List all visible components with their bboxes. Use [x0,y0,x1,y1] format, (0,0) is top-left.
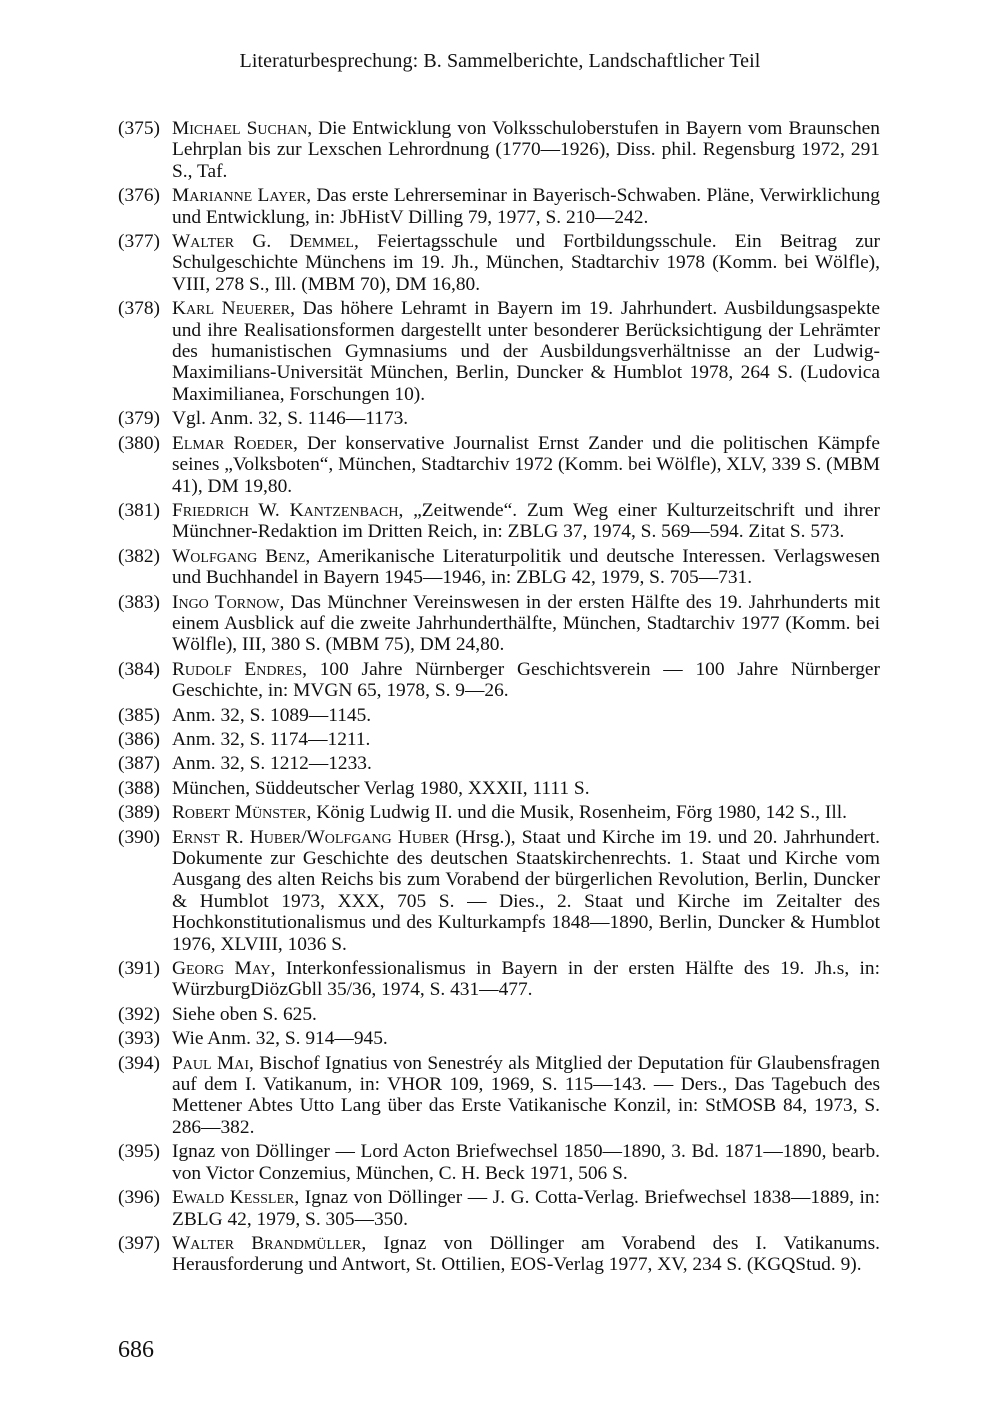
footnote-entry [118,753,880,774]
citation: , „Zeitwende“. Zum Weg einer Kulturzeitschrift und ihrer Münchner-Redaktion im Dritten Reich, in: ZBLG 37, 1974, S. 569—594. Zitat S. 573. [172,499,881,543]
footnote-number: (397) [118,1232,161,1254]
footnote-number: (377) [118,231,161,253]
footnote-entry [118,1141,880,1184]
footnote-text [172,1028,880,1049]
footnote-entry [118,500,880,543]
footnote-text [172,753,880,774]
footnote-entry [118,659,880,702]
footnote-entry [118,231,880,295]
footnote-text [172,298,880,405]
footnote-list [118,118,880,1279]
citation: Anm. 32, S. 1174—1211. [172,728,371,750]
footnote-number: (381) [118,499,161,521]
footnote-number: (396) [118,1187,161,1209]
citation: München, Süddeutscher Verlag 1980, XXXII, 1111 S. [172,777,590,799]
footnote-number: (376) [118,185,161,207]
footnote-text [172,802,880,823]
citation: , Feiertagsschule und Fortbildungsschule. Ein Beitrag zur Schulgeschichte Münchens im 19. Jh., München, Stadtarchiv 1978 (Komm. bei Wölfle), VIII, 278 S., Ill. (MBM 70), DM 16,80. [172,231,880,295]
author-name: Georg May [172,958,271,980]
footnote-entry [118,827,880,955]
footnote-entry [118,546,880,589]
footnote-text [172,118,880,182]
footnote-entry [118,729,880,750]
citation: , Bischof Ignatius von Senestréy als Mitglied der Deputation für Glaubensfragen auf dem I. Vatikanum, in: VHOR 109, 1969, S. 115—143. — Ders., Das Tagebuch des Mettener Abtes Utto Lang über das Erste Vatikanische Konzil, in: StMOSB 84, 1973, S. 286—382. [172,1052,880,1138]
footnote-text [172,729,880,750]
footnote-text [172,231,880,295]
footnote-entry [118,705,880,726]
footnote-number: (390) [118,826,161,848]
footnote-text [172,1233,880,1276]
footnote-number: (383) [118,591,161,613]
footnote-number: (385) [118,704,161,726]
citation: , Ignaz von Döllinger — J. G. Cotta-Verlag. Briefwechsel 1838—1889, in: ZBLG 42, 1979, S. 305—350. [172,1187,880,1230]
footnote-number: (384) [118,658,161,680]
author-name: Walter Brandmüller [172,1232,362,1254]
footnote-text [172,185,880,228]
footnote-text [172,778,880,799]
author-name: Friedrich W. Kantzenbach [172,499,399,521]
footnote-text [172,827,880,955]
citation: , Das erste Lehrerseminar in Bayerisch-Schwaben. Pläne, Verwirklichung und Entwicklung, in: JbHistV Dilling 79, 1977, S. 210—242. [172,185,880,228]
author-name: Michael Suchan [172,118,308,139]
citation: , Die Entwicklung von Volksschuloberstufen in Bayern vom Braunschen Lehrplan bis zur Lexschen Lehrordnung (1770—1926), Diss. phil. Regensburg 1972, 291 S., Taf. [172,118,880,182]
author-name: Karl Neuerer [172,298,291,320]
footnote-entry [118,592,880,656]
footnote-number: (375) [118,118,161,139]
footnote-number: (379) [118,408,161,430]
author-name: Ingo Tornow [172,591,280,613]
footnote-number: (391) [118,958,161,980]
footnote-number: (394) [118,1052,161,1074]
citation: Vgl. Anm. 32, S. 1146—1173. [172,408,409,430]
author-name: Walter G. Demmel [172,231,354,253]
citation: Anm. 32, S. 1089—1145. [172,704,372,726]
author-name: Marianne Layer [172,185,307,207]
author-name: Ernst R. Huber/Wolfgang Huber [172,826,450,848]
footnote-text [172,1053,880,1139]
footnote-number: (382) [118,545,161,567]
citation: , Ignaz von Döllinger am Vorabend des I. Vatikanums. Herausforderung und Antwort, St. Ottilien, EOS-Verlag 1977, XV, 234 S. (KGQStud. 9). [172,1232,881,1276]
citation: (Hrsg.), Staat und Kirche im 19. und 20. Jahrhundert. Dokumente zur Geschichte des deutschen Staatskirchenrechts. 1. Staat und Kirche vom Ausgang des alten Reichs bis zum Vorabend der bürgerlichen Revolution, Berlin, Duncker & Humblot 1973, XXX, 705 S. — Dies., 2. Staat und Kirche im Zeitalter des Hochkonstitutionalismus und des Kulturkampfs 1848—1890, Berlin, Duncker & Humblot 1976, XLVIII, 1036 S. [172,826,880,955]
author-name: Wolfgang Benz [172,545,306,567]
footnote-number: (388) [118,777,161,799]
footnote-entry [118,1028,880,1049]
citation: Anm. 32, S. 1212—1233. [172,753,372,775]
footnote-text [172,546,880,589]
citation: Wie Anm. 32, S. 914—945. [172,1028,388,1050]
footnote-entry [118,778,880,799]
citation: Ignaz von Döllinger — Lord Acton Briefwechsel 1850—1890, 3. Bd. 1871—1890, bearb. von Victor Conzemius, München, C. H. Beck 1971, 506 S. [172,1141,880,1184]
running-header: Literaturbesprechung: B. Sammelberichte, Landschaftlicher Teil [239,50,761,72]
citation: , Das höhere Lehramt in Bayern im 19. Jahrhundert. Ausbildungsaspekte und ihre Realisationsformen dargestellt unter besonderer Berücksichtigung der Lehrämter des humanistischen Gymnasiums und der Ausbildungsverhältnisse an der Ludwig-Maximilians-Universität München, Berlin, Duncker & Humblot 1978, 264 S. (Ludovica Maximilianea, Forschungen 10). [172,298,881,405]
footnote-number: (378) [118,298,161,320]
footnote-text [172,433,880,497]
citation: , Der konservative Journalist Ernst Zander und die politischen Kämpfe seines „Volksboten“, München, Stadtarchiv 1972 (Komm. bei Wölfle), XLV, 339 S. (MBM 41), DM 19,80. [172,432,880,497]
footnote-entry [118,408,880,429]
footnote-number: (389) [118,802,161,824]
citation: , Amerikanische Literaturpolitik und deutsche Interessen. Verlagswesen und Buchhandel in Bayern 1945—1946, in: ZBLG 42, 1979, S. 705—731. [172,545,881,589]
footnote-number: (380) [118,432,161,454]
author-name: Elmar Roeder [172,432,294,454]
footnote-number: (395) [118,1141,161,1163]
footnote-text [172,1004,880,1025]
footnote-number: (392) [118,1003,161,1025]
footnote-text [172,592,880,656]
author-name: Paul Mai [172,1052,249,1074]
author-name: Robert Münster [172,802,307,824]
footnote-entry [118,802,880,823]
footnote-entry [118,298,880,405]
footnote-text [172,1187,880,1230]
citation: , König Ludwig II. und die Musik, Rosenheim, Förg 1980, 142 S., Ill. [306,802,847,824]
footnote-number: (387) [118,753,161,775]
footnote-text [172,705,880,726]
footnote-text [172,408,880,429]
footnote-entry [118,185,880,228]
page-number: 686 [118,1337,154,1363]
author-name: Ewald Kessler [172,1187,295,1209]
footnote-text [172,500,880,543]
citation: Siehe oben S. 625. [172,1003,317,1025]
citation: , Das Münchner Vereinswesen in der ersten Hälfte des 19. Jahrhunderts mit einem Ausblick auf die zweite Jahrhunderthälfte, München, Stadtarchiv 1977 (Komm. bei Wölfle), III, 380 S. (MBM 75), DM 24,80. [172,591,880,656]
footnote-entry [118,433,880,497]
footnote-entry [118,1004,880,1025]
footnote-text [172,659,880,702]
footnote-text [172,958,880,1001]
footnote-entry [118,1233,880,1276]
footnote-entry [118,118,880,182]
footnote-text [172,1141,880,1184]
citation: , 100 Jahre Nürnberger Geschichtsverein — 100 Jahre Nürnberger Geschichte, in: MVGN 65, 1978, S. 9—26. [172,658,880,702]
footnote-entry [118,958,880,1001]
footnote-number: (386) [118,728,161,750]
author-name: Rudolf Endres [172,658,303,680]
footnote-entry [118,1187,880,1230]
footnote-number: (393) [118,1028,161,1050]
footnote-entry [118,1053,880,1139]
citation: , Interkonfessionalismus in Bayern in der ersten Hälfte des 19. Jh.s, in: WürzburgDiözGbll 35/36, 1974, S. 431—477. [172,958,880,1001]
